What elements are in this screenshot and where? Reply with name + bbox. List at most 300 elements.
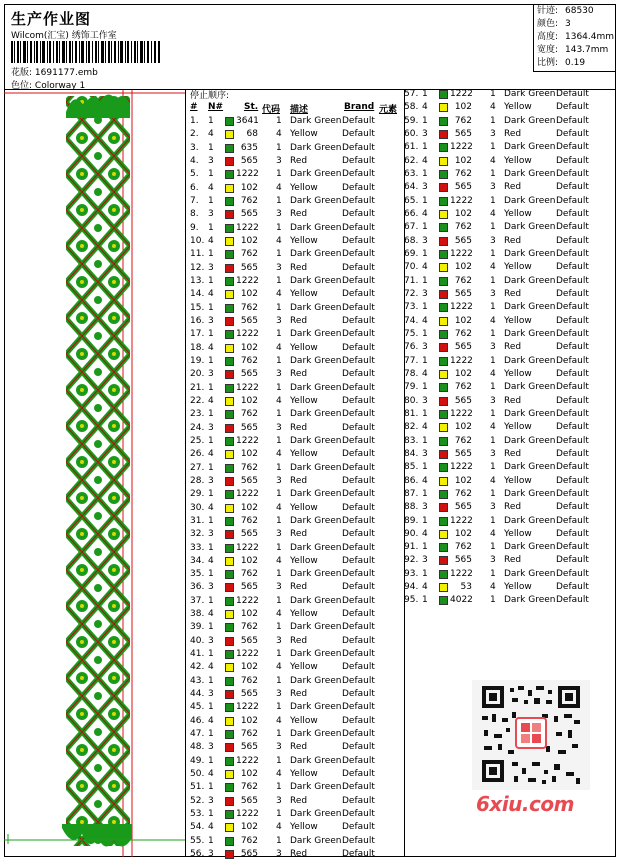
stitch-count: 1222 [236,275,259,286]
color-code: 3 [276,209,282,220]
row-number: 94. [404,582,419,593]
color-swatch [439,437,448,446]
stitch-count: 565 [240,262,258,273]
stitch-count: 565 [454,448,472,459]
table-row [190,835,404,848]
needle-number: 4 [208,449,214,460]
table-row [190,168,404,181]
color-description: Red [504,395,522,406]
row-number: 16. [190,315,205,326]
stitch-count: 762 [240,782,258,793]
color-swatch [439,490,448,499]
color-code: 1 [490,408,496,419]
needle-number: 4 [208,662,214,673]
color-code: 4 [276,342,282,353]
thread-brand: Default [556,462,589,473]
design-stats [533,4,616,72]
color-description: Dark Green [290,702,342,713]
table-row [190,408,404,421]
thread-brand: Default [556,128,589,139]
color-description: Dark Green [290,489,342,500]
color-description: Red [290,262,308,273]
color-swatch [225,117,234,126]
color-swatch [439,157,448,166]
table-row [190,502,404,515]
table-row [404,261,616,274]
needle-number: 3 [208,582,214,593]
stitch-count: 102 [240,235,258,246]
row-number: 5. [190,169,199,180]
color-description: Red [504,448,522,459]
thread-brand: Default [556,542,589,553]
color-swatch [439,370,448,379]
color-code: 1 [276,675,282,686]
needle-number: 4 [208,182,214,193]
color-description: Dark Green [504,222,556,233]
color-swatch [225,477,234,486]
table-row [190,142,404,155]
needle-number: 1 [422,515,428,526]
row-number: 88. [404,502,419,513]
needle-number: 4 [422,475,428,486]
color-swatch [225,197,234,206]
thread-brand: Default [342,769,375,780]
color-swatch [225,224,234,233]
color-code: 4 [490,102,496,113]
needle-number: 1 [208,729,214,740]
stitch-count: 762 [454,435,472,446]
color-code: 1 [276,489,282,500]
color-swatch [225,144,234,153]
table-row [190,328,404,341]
stitch-count: 762 [454,542,472,553]
color-description: Dark Green [290,409,342,420]
thread-brand: Default [342,142,375,153]
thread-brand: Default [556,115,589,126]
table-row [190,462,404,475]
color-swatch [225,597,234,606]
color-description: Dark Green [290,249,342,260]
row-number: 4. [190,155,199,166]
table-row [190,741,404,754]
stitch-count: 68 [246,129,258,140]
color-code: 1 [276,515,282,526]
color-code: 3 [276,795,282,806]
table-row [190,621,404,634]
stitch-count: 102 [454,208,472,219]
thread-brand: Default [342,302,375,313]
color-swatch [225,237,234,246]
needle-number: 1 [208,329,214,340]
stitch-count: 1222 [450,515,473,526]
thread-brand: Default [556,408,589,419]
table-row [190,648,404,661]
table-row [404,115,616,128]
color-code: 4 [276,822,282,833]
thread-brand: Default [342,209,375,220]
needle-number: 1 [208,755,214,766]
row-number: 38. [190,609,205,620]
color-code: 1 [490,168,496,179]
row-number: 24. [190,422,205,433]
needle-number: 4 [422,315,428,326]
row-number: 92. [404,555,419,566]
row-number: 35. [190,569,205,580]
stitch-count: 762 [454,328,472,339]
thread-brand: Default [342,182,375,193]
color-swatch [225,530,234,539]
color-code: 1 [490,515,496,526]
needle-number: 4 [422,368,428,379]
color-code: 1 [276,542,282,553]
color-description: Yellow [504,368,532,379]
stitch-count: 762 [454,168,472,179]
thread-brand: Default [556,502,589,513]
row-number: 47. [190,729,205,740]
color-description: Dark Green [504,89,556,99]
thread-brand: Default [556,435,589,446]
needle-number: 1 [422,222,428,233]
color-description: Dark Green [504,355,556,366]
needle-number: 4 [208,715,214,726]
table-row [404,101,616,114]
table-row [404,275,616,288]
color-code: 1 [490,142,496,153]
stitch-count: 1222 [236,755,259,766]
color-description: Red [290,475,308,486]
row-number: 37. [190,595,205,606]
stitch-count: 565 [240,475,258,486]
table-row [190,355,404,368]
needle-number: 4 [422,582,428,593]
table-row [190,395,404,408]
needle-number: 3 [208,262,214,273]
color-swatch [225,250,234,259]
needle-number: 1 [208,462,214,473]
table-row [190,248,404,261]
color-code: 1 [276,569,282,580]
color-swatch [225,290,234,299]
row-number: 34. [190,555,205,566]
color-description: Dark Green [504,568,556,579]
thread-brand: Default [556,528,589,539]
color-swatch [439,170,448,179]
color-swatch [225,743,234,752]
thread-brand: Default [342,809,375,820]
thread-brand: Default [342,675,375,686]
table-row [404,181,616,194]
thread-brand: Default [342,129,375,140]
color-swatch [225,544,234,553]
color-swatch [439,463,448,472]
row-number: 19. [190,355,205,366]
color-swatch [439,223,448,232]
color-code: 1 [490,355,496,366]
color-code: 4 [276,769,282,780]
needle-number: 4 [422,208,428,219]
stitch-count: 102 [454,422,472,433]
needle-number: 3 [208,155,214,166]
row-number: 56. [190,849,205,860]
table-row [404,155,616,168]
needle-number: 3 [208,849,214,860]
thread-brand: Default [342,435,375,446]
thread-brand: Default [342,609,375,620]
stitch-count: 762 [454,382,472,393]
table-row [190,302,404,315]
header [4,4,616,90]
stitch-count: 762 [454,488,472,499]
stitch-count: 102 [240,769,258,780]
color-description: Dark Green [290,462,342,473]
color-swatch [225,317,234,326]
color-description: Dark Green [504,382,556,393]
stitch-count: 1222 [236,222,259,233]
color-description: Dark Green [290,542,342,553]
stitch-count: 1222 [236,702,259,713]
needle-number: 1 [208,515,214,526]
color-swatch [225,504,234,513]
table-row [404,395,616,408]
table-row [190,688,404,701]
needle-number: 1 [208,302,214,313]
table-row [404,88,616,101]
thread-brand: Default [342,235,375,246]
stitch-count: 565 [240,635,258,646]
color-description: Yellow [504,422,532,433]
color-description: Yellow [504,208,532,219]
color-code: 3 [490,342,496,353]
stitch-count: 1222 [450,142,473,153]
needle-number: 4 [422,262,428,273]
table-row [404,461,616,474]
color-description: Dark Green [504,515,556,526]
row-number: 79. [404,382,419,393]
stat-height: 高度: 1364.4mm [537,32,615,42]
color-swatch [225,210,234,219]
color-swatch [225,677,234,686]
table-row [404,341,616,354]
color-code: 1 [276,782,282,793]
qr-code [472,680,590,790]
thread-brand: Default [342,409,375,420]
color-description: Yellow [504,475,532,486]
table-row [190,342,404,355]
thread-brand: Default [342,782,375,793]
row-number: 76. [404,342,419,353]
color-swatch [225,277,234,286]
table-row [190,675,404,688]
color-swatch [225,850,234,859]
color-code: 1 [276,409,282,420]
stitch-count: 762 [240,569,258,580]
stitch-count: 102 [454,368,472,379]
color-code: 1 [490,542,496,553]
color-swatch [225,557,234,566]
color-swatch [439,90,448,99]
stitch-count: 102 [240,342,258,353]
color-code: 3 [490,555,496,566]
color-code: 3 [490,288,496,299]
color-description: Dark Green [290,355,342,366]
color-swatch [439,277,448,286]
table-row [404,475,616,488]
color-description: Red [504,288,522,299]
color-description: Dark Green [504,595,556,606]
needle-number: 3 [422,182,428,193]
color-swatch [225,810,234,819]
row-number: 49. [190,755,205,766]
thread-brand: Default [342,755,375,766]
stitch-count: 1222 [236,595,259,606]
row-number: 93. [404,568,419,579]
color-swatch [439,117,448,126]
needle-number: 1 [422,595,428,606]
table-row [404,141,616,154]
row-number: 73. [404,302,419,313]
needle-number: 3 [208,475,214,486]
stitch-count: 565 [454,555,472,566]
colorway: 色位: Colorway 1 [11,81,86,91]
color-swatch [225,157,234,166]
color-code: 3 [276,369,282,380]
color-description: Dark Green [290,222,342,233]
color-swatch [225,583,234,592]
watermark-site: 6xiu.com [476,792,574,816]
color-swatch [225,837,234,846]
row-number: 11. [190,249,205,260]
color-description: Dark Green [504,488,556,499]
row-number: 66. [404,208,419,219]
color-description: Dark Green [504,462,556,473]
stitch-count: 1222 [236,435,259,446]
table-row [190,382,404,395]
table-row [190,821,404,834]
row-number: 14. [190,289,205,300]
color-description: Dark Green [290,382,342,393]
color-description: Dark Green [290,595,342,606]
color-code: 4 [276,289,282,300]
stitch-count: 102 [240,289,258,300]
color-code: 4 [490,262,496,273]
needle-number: 4 [422,155,428,166]
color-swatch [225,610,234,619]
table-row [190,635,404,648]
table-row [190,222,404,235]
needle-number: 1 [422,435,428,446]
color-swatch [225,570,234,579]
needle-number: 3 [422,395,428,406]
table-row [190,555,404,568]
color-code: 1 [276,329,282,340]
table-row [190,368,404,381]
table-row [404,368,616,381]
color-description: Yellow [504,582,532,593]
color-description: Yellow [290,289,318,300]
row-number: 55. [190,835,205,846]
stitch-count: 762 [240,515,258,526]
color-swatch [439,303,448,312]
row-number: 95. [404,595,419,606]
color-code: 1 [276,809,282,820]
thread-brand: Default [342,622,375,633]
needle-number: 1 [208,542,214,553]
row-number: 91. [404,542,419,553]
color-description: Yellow [290,342,318,353]
color-description: Dark Green [290,302,342,313]
color-code: 3 [490,448,496,459]
needle-number: 1 [422,328,428,339]
thread-brand: Default [342,155,375,166]
color-description: Yellow [290,769,318,780]
color-code: 1 [276,249,282,260]
table-row [190,128,404,141]
table-row [190,155,404,168]
stitch-count: 1222 [450,195,473,206]
stitch-count: 565 [454,502,472,513]
stitch-count: 762 [240,409,258,420]
row-number: 84. [404,448,419,459]
table-row [190,608,404,621]
color-swatch [225,344,234,353]
color-description: Dark Green [290,809,342,820]
needle-number: 4 [422,102,428,113]
design-preview [4,90,186,857]
color-code: 1 [276,435,282,446]
row-number: 60. [404,128,419,139]
thread-brand: Default [342,262,375,273]
color-swatch [439,130,448,139]
color-swatch [225,424,234,433]
color-code: 4 [276,609,282,620]
color-swatch [225,397,234,406]
row-number: 1. [190,116,199,126]
table-row [404,515,616,528]
table-row [190,781,404,794]
color-code: 4 [276,129,282,140]
thread-brand: Default [342,395,375,406]
color-code: 4 [490,528,496,539]
color-code: 1 [490,222,496,233]
table-row [404,301,616,314]
table-row [190,581,404,594]
color-description: Red [290,422,308,433]
color-description: Dark Green [290,675,342,686]
color-description: Red [290,582,308,593]
stitch-count: 1222 [450,462,473,473]
needle-number: 1 [208,809,214,820]
needle-number: 1 [208,142,214,153]
thread-brand: Default [342,715,375,726]
stitch-count: 1222 [236,649,259,660]
thread-brand: Default [342,195,375,206]
row-number: 87. [404,488,419,499]
color-code: 3 [276,635,282,646]
stitch-count: 1222 [450,248,473,259]
needle-number: 1 [422,488,428,499]
color-description: Dark Green [290,835,342,846]
table-row [404,168,616,181]
color-swatch [439,556,448,565]
needle-number: 3 [422,288,428,299]
needle-number: 3 [422,128,428,139]
color-swatch [225,783,234,792]
color-swatch [439,250,448,259]
stitch-count: 565 [240,315,258,326]
row-number: 71. [404,275,419,286]
thread-brand: Default [556,368,589,379]
thread-brand: Default [556,155,589,166]
